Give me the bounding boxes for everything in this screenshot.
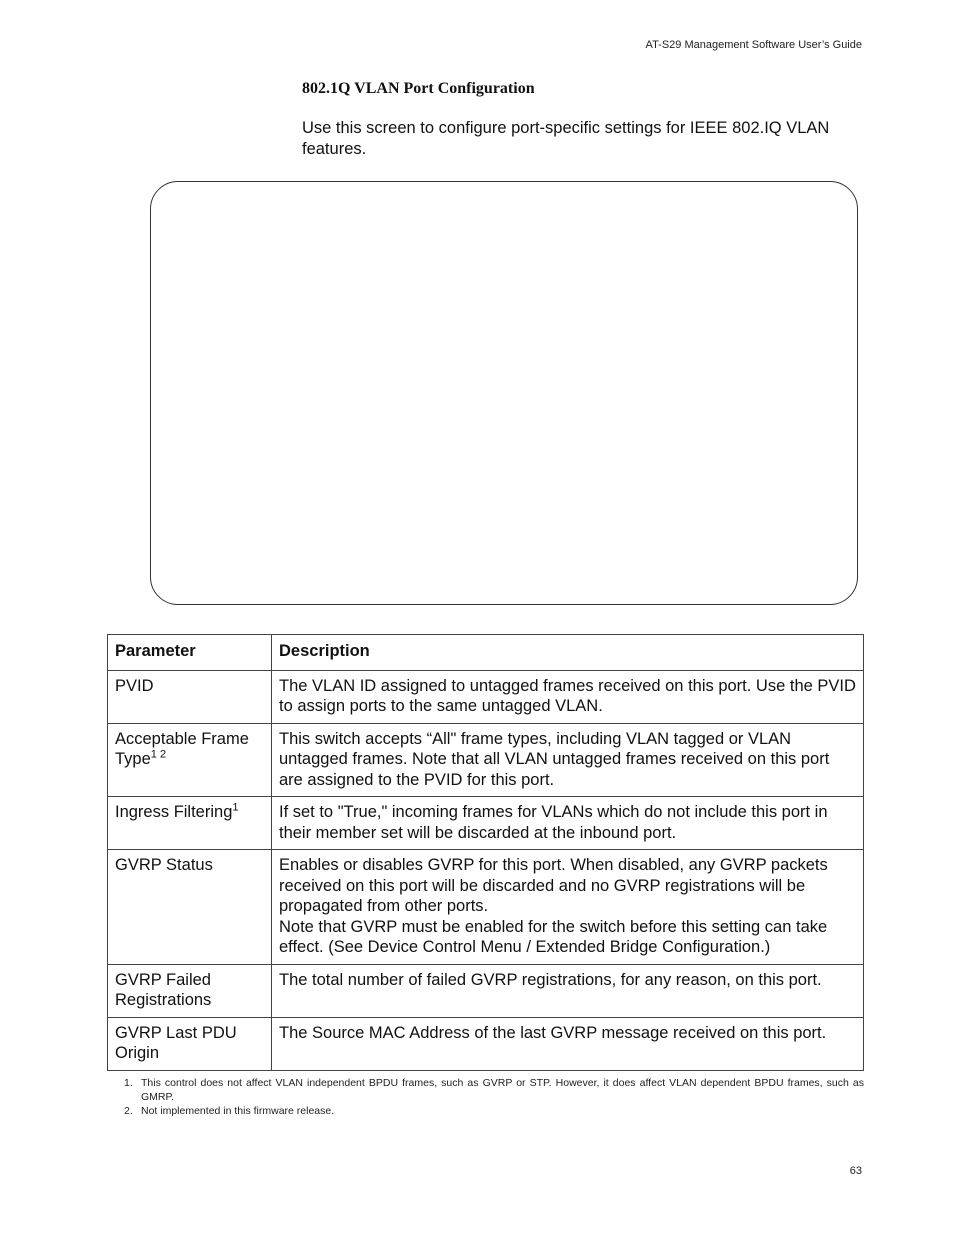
intro-paragraph: Use this screen to configure port-specific settings for IEEE 802.IQ VLAN features. (302, 119, 830, 158)
parameter-name: Ingress Filtering (115, 803, 233, 821)
running-header: AT-S29 Management Software User’s Guide (645, 39, 862, 51)
description-text: The VLAN ID assigned to untagged frames received on this port. Use the PVID to assign ports to the same untagged VLAN. (279, 676, 856, 715)
parameter-cell (108, 723, 272, 797)
footnote-number: 1. (124, 1077, 133, 1089)
footnotes (107, 1076, 864, 1118)
description-cell (272, 850, 864, 965)
parameter-name: GVRP Failed Registrations (115, 970, 212, 1009)
description-text: This switch accepts “All" frame types, including VLAN tagged or VLAN untagged frames. Note that all VLAN untagged frames received on this port are assigned to the PVID for this port. (279, 729, 830, 789)
description-cell (272, 670, 864, 723)
description-text: Enables or disables GVRP for this port. When disabled, any GVRP packets received on this port will be discarded and no GVRP registrations will be propagated from other ports. (279, 856, 828, 915)
footnote (107, 1104, 864, 1118)
table-row (108, 723, 864, 797)
footnote-text: This control does not affect VLAN independent BPDU frames, such as GVRP or STP. However, it does affect VLAN dependent BPDU frames, such as GMRP. (141, 1077, 864, 1103)
description-cell (272, 964, 864, 1017)
footnote-text: Not implemented in this firmware release. (141, 1105, 335, 1117)
description-text: If set to "True," incoming frames for VLANs which do not include this port in their member set will be discarded at the inbound port. (279, 803, 828, 842)
table-row (108, 670, 864, 723)
description-cell (272, 1017, 864, 1070)
footnote (107, 1076, 864, 1104)
description-cell (272, 797, 864, 850)
table-row (108, 964, 864, 1017)
parameter-cell (108, 797, 272, 850)
parameter-name: Acceptable Frame Type (115, 729, 249, 768)
table-row (108, 850, 864, 965)
parameter-name: GVRP Last PDU Origin (115, 1023, 237, 1062)
footnote-number: 2. (124, 1105, 133, 1117)
parameter-table (107, 634, 864, 1071)
footnote-reference: 1 (232, 801, 239, 814)
table-row (108, 797, 864, 850)
parameter-cell (108, 670, 272, 723)
footnote-reference: 1 2 (150, 748, 167, 761)
description-cell (272, 723, 864, 797)
table-body (108, 670, 864, 1070)
parameter-cell (108, 964, 272, 1017)
description-text: The total number of failed GVRP registrations, for any reason, on this port. (279, 970, 822, 989)
description-text: The Source MAC Address of the last GVRP message received on this port. (279, 1023, 827, 1042)
description-text: Note that GVRP must be enabled for the switch before this setting can take effect. (See Device Control Menu / Extended Bridge Configuration.) (279, 917, 828, 956)
column-header-description: Description (272, 635, 864, 671)
table-header-row (108, 635, 864, 671)
section-title: 802.1Q VLAN Port Configuration (302, 80, 535, 97)
column-header-parameter: Parameter (108, 635, 272, 671)
parameter-name: PVID (115, 676, 154, 695)
table-row (108, 1017, 864, 1070)
screenshot-frame (150, 181, 858, 605)
parameter-cell (108, 850, 272, 965)
parameter-cell (108, 1017, 272, 1070)
parameter-name: GVRP Status (115, 856, 213, 874)
page-number: 63 (849, 1165, 862, 1177)
